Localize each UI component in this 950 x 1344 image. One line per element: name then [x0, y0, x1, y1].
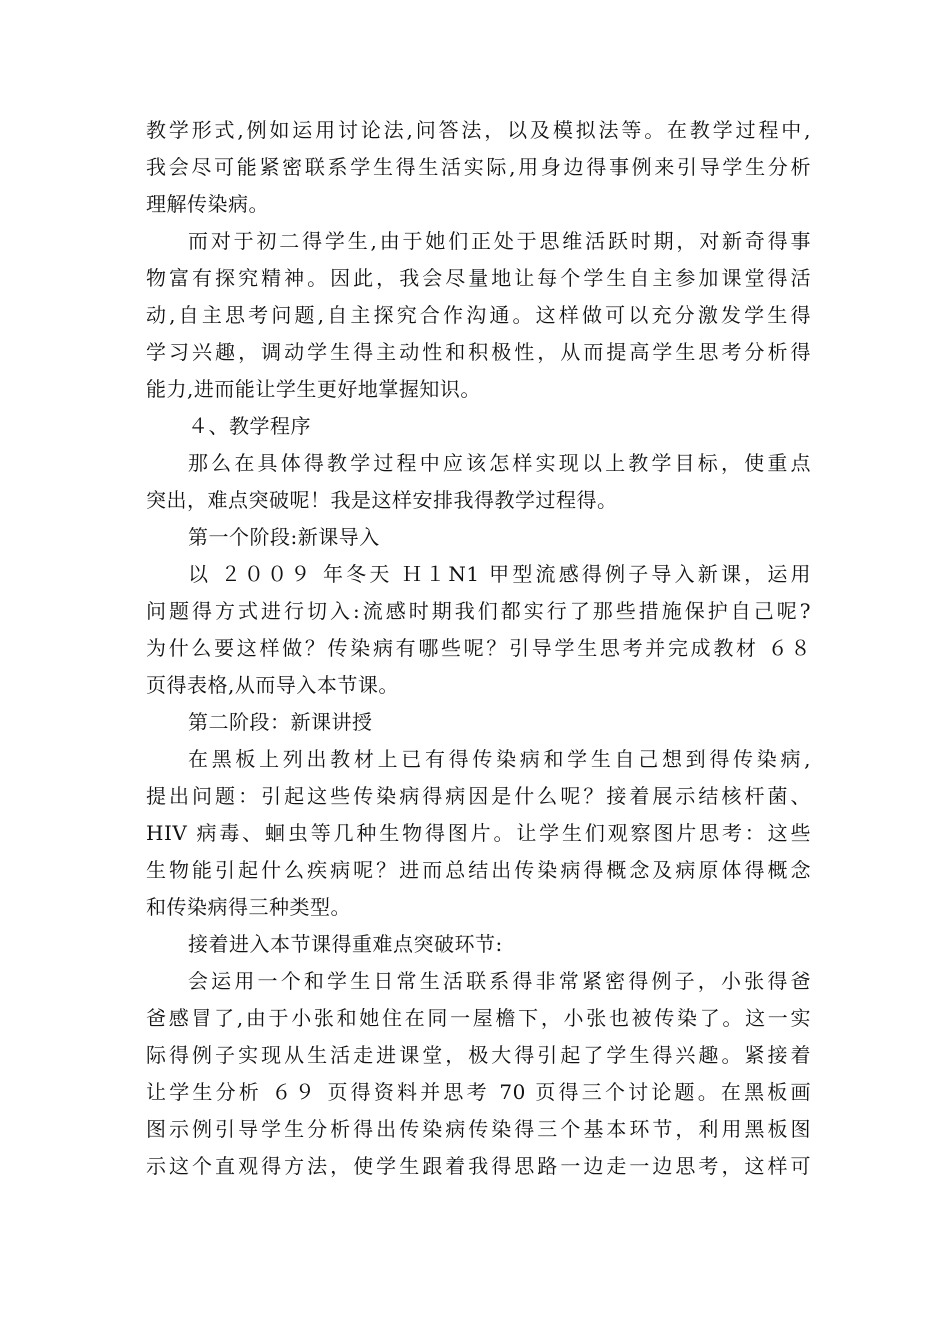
paragraph-lesson-teaching [146, 741, 811, 926]
document-body [146, 112, 811, 1185]
paragraph-procedure-intro [146, 445, 811, 519]
paragraph-example-discussion [146, 963, 811, 1185]
text-line: 动,自主思考问题,自主探究合作沟通。这样做可以充分激发学生得 [146, 303, 811, 327]
text-line: 示这个直观得方法，使学生跟着我得思路一边走一边思考，这样可 [146, 1154, 811, 1178]
text-line: 而对于初二得学生,由于她们正处于思维活跃时期，对新奇得事 [188, 229, 811, 253]
text-line: 爸感冒了,由于小张和她住在同一屋檐下，小张也被传染了。这一实 [146, 1006, 811, 1030]
text-line: 生物能引起什么疾病呢？进而总结出传染病得概念及病原体得概念 [146, 858, 811, 882]
text-line: 会运用一个和学生日常生活联系得非常紧密得例子，小张得爸 [188, 969, 811, 993]
paragraph-teaching-methods [146, 112, 811, 223]
text-line: 接着进入本节课得重难点突破环节: [188, 932, 503, 956]
text-line: 理解传染病。 [146, 192, 269, 216]
text-line: 际得例子实现从生活走进课堂，极大得引起了学生得兴趣。紧接着 [146, 1043, 811, 1067]
stage-heading-two [146, 704, 811, 741]
stage-heading-one [146, 519, 811, 556]
text-line: 以 ２００９ 年冬天 Ｈ１N1 甲型流感得例子导入新课，运用 [188, 562, 811, 586]
paragraph-key-points-transition [146, 926, 811, 963]
text-line: 在黑板上列出教材上已有得传染病和学生自己想到得传染病, [188, 747, 811, 771]
text-line: 为什么要这样做？传染病有哪些呢？引导学生思考并完成教材 ６８ [146, 636, 811, 660]
text-line: 问题得方式进行切入:流感时期我们都实行了那些措施保护自己呢? [146, 599, 811, 623]
text-line: 我会尽可能紧密联系学生得生活实际,用身边得事例来引导学生分析 [146, 155, 811, 179]
text-line: 教学形式,例如运用讨论法,问答法，以及模拟法等。在教学过程中, [146, 118, 811, 142]
text-line: 页得表格,从而导入本节课。 [146, 673, 399, 697]
text-line: HIV 病毒、蛔虫等几种生物得图片。让学生们观察图片思考：这些 [146, 821, 811, 845]
text-line: 那么在具体得教学过程中应该怎样实现以上教学目标，使重点 [188, 451, 811, 475]
text-line: 第一个阶段:新课导入 [188, 525, 380, 549]
text-line: 能力,进而能让学生更好地掌握知识。 [146, 377, 481, 401]
text-line: 学习兴趣，调动学生得主动性和积极性，从而提高学生思考分析得 [146, 340, 811, 364]
text-line: ４、教学程序 [188, 414, 311, 438]
text-line: 物富有探究精神。因此，我会尽量地让每个学生自主参加课堂得活 [146, 266, 811, 290]
paragraph-lesson-introduction [146, 556, 811, 704]
text-line: 突出，难点突破呢！我是这样安排我得教学过程得。 [146, 488, 618, 512]
text-line: 和传染病得三种类型。 [146, 895, 351, 919]
text-line: 第二阶段：新课讲授 [188, 710, 373, 734]
section-heading-teaching-procedure [146, 408, 811, 445]
paragraph-student-analysis [146, 223, 811, 408]
text-line: 提出问题：引起这些传染病得病因是什么呢？接着展示结核杆菌、 [146, 784, 811, 808]
text-line: 图示例引导学生分析得出传染病传染得三个基本环节，利用黑板图 [146, 1117, 811, 1141]
text-line: 让学生分析 ６９ 页得资料并思考 70 页得三个讨论题。在黑板画 [146, 1080, 811, 1104]
